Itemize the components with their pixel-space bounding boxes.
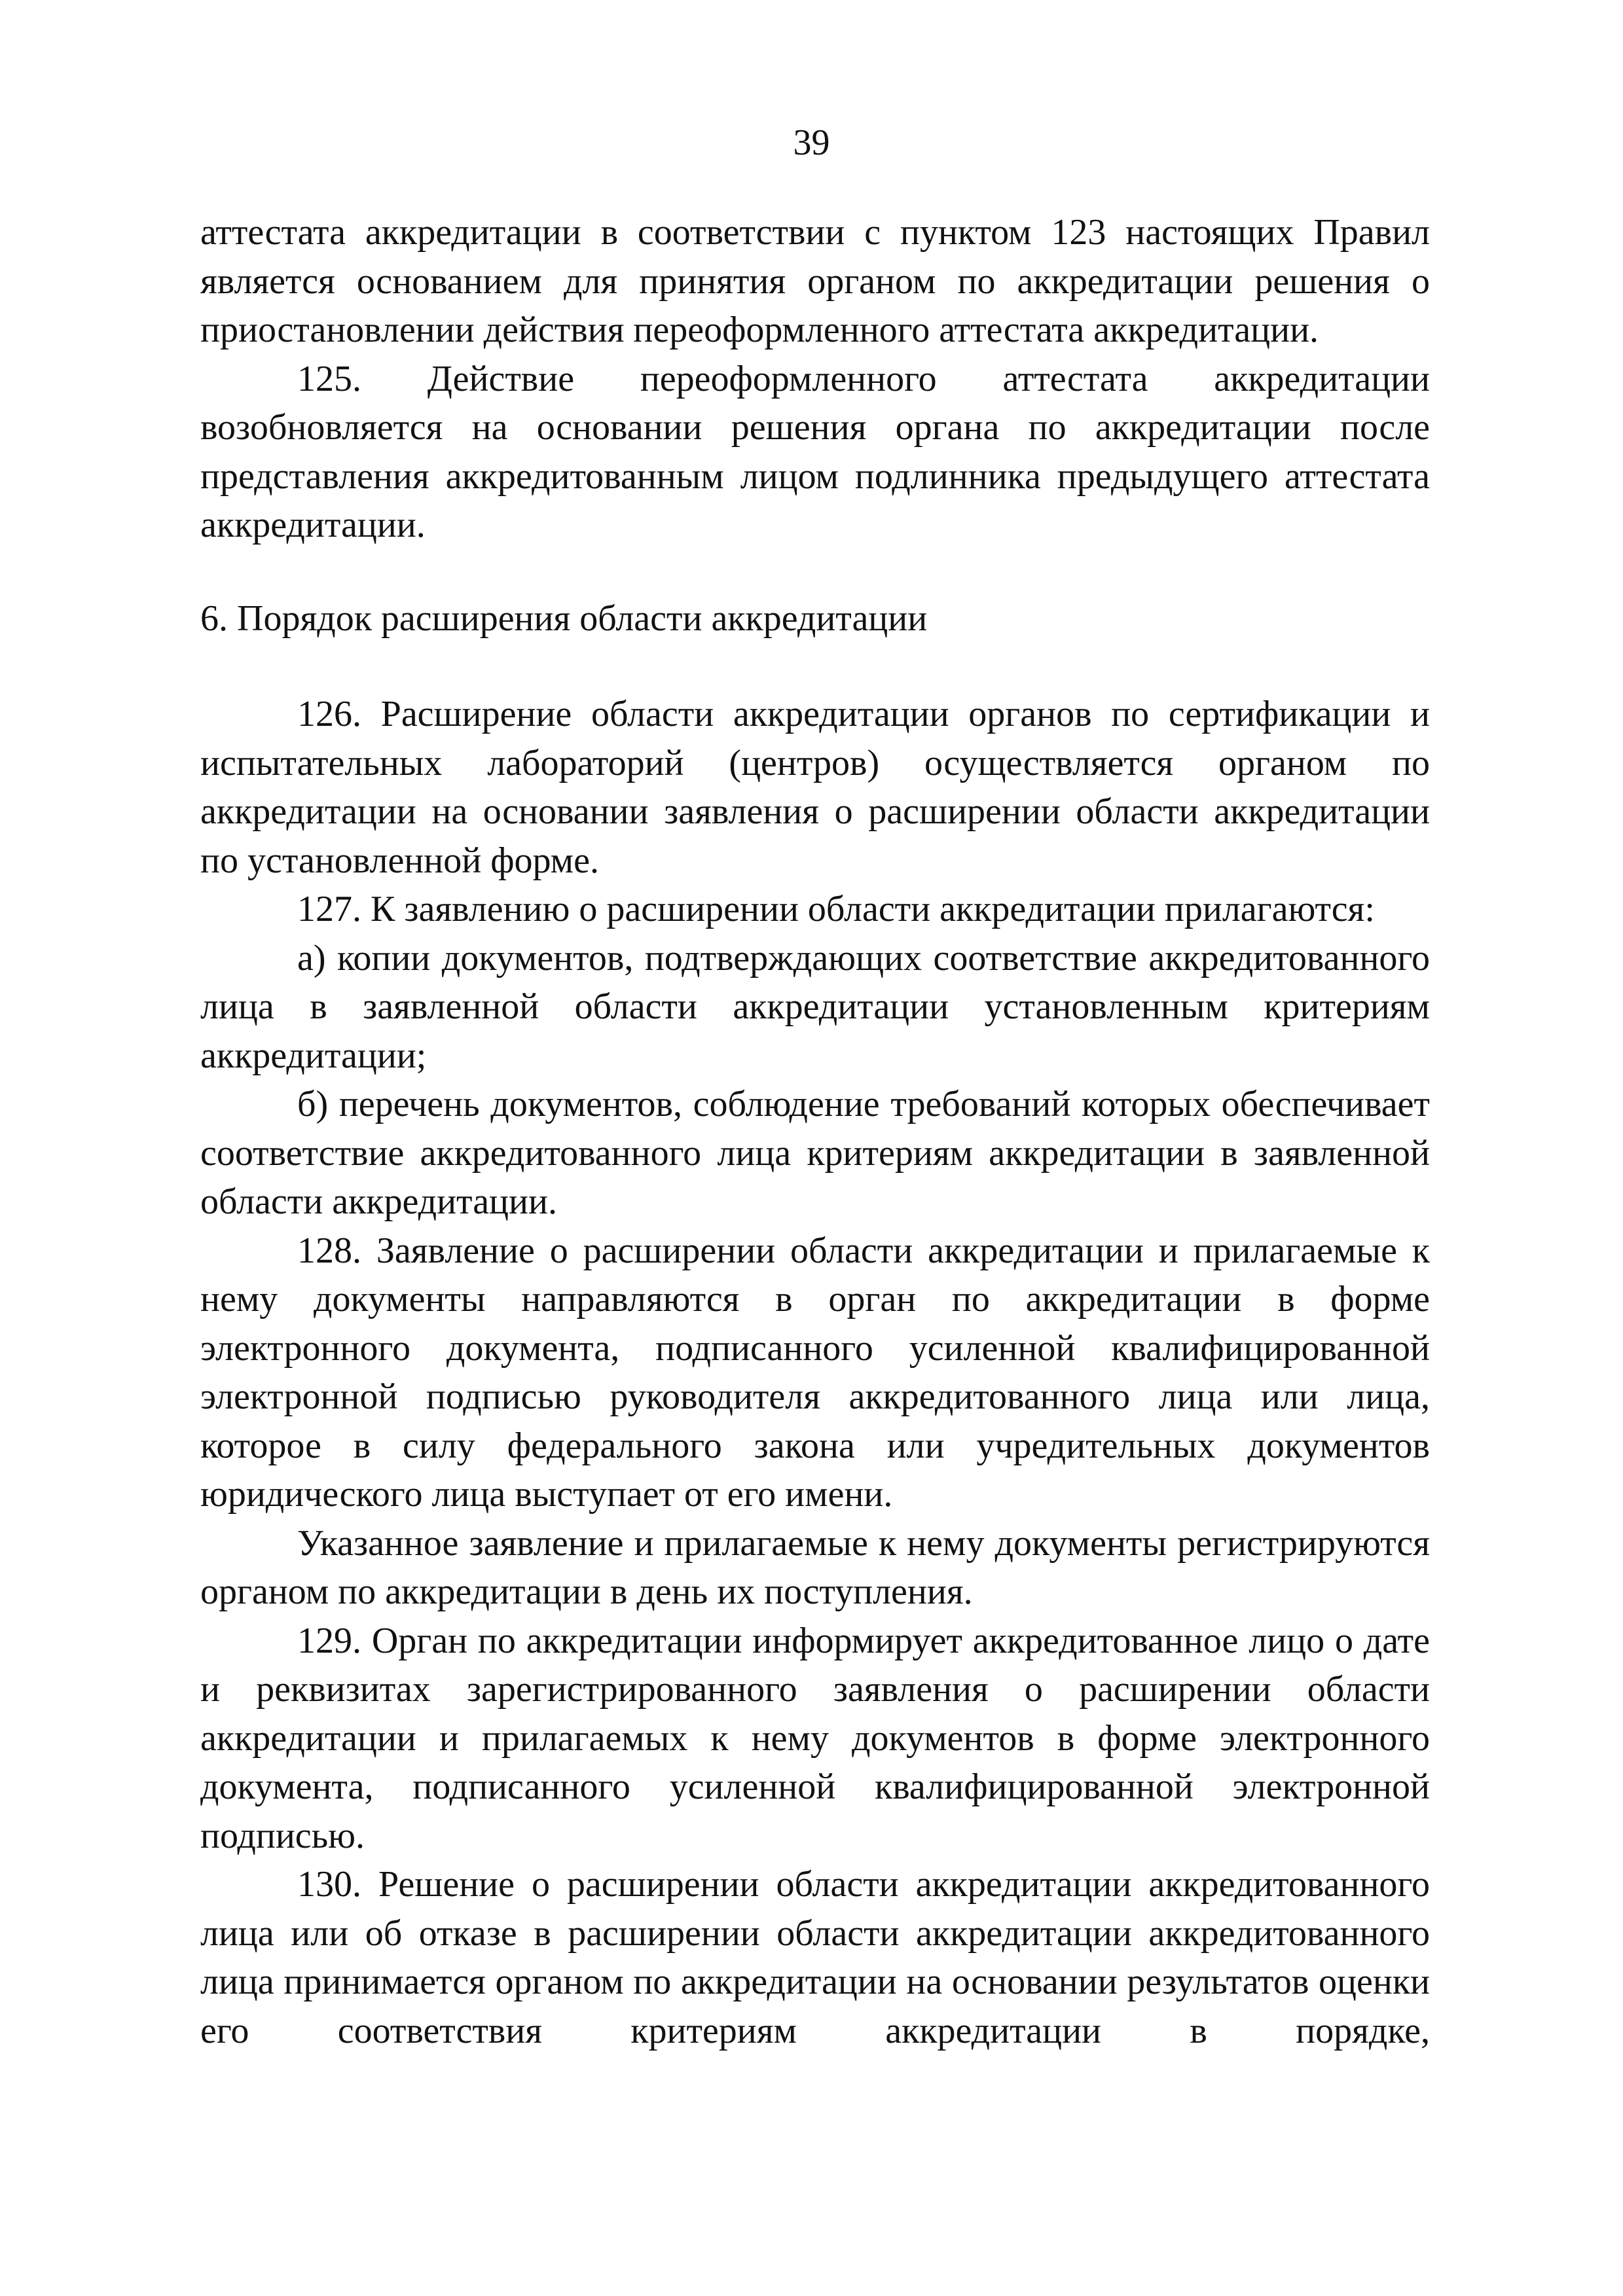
list-item-b: б) перечень документов, соблюдение требований которых обеспечивает соответствие аккредитованного лица критериям аккредитации в заявленной области аккредитации. bbox=[200, 1084, 1430, 1222]
document-body bbox=[200, 208, 1430, 2055]
section-heading: 6. Порядок расширения области аккредитации bbox=[200, 598, 928, 639]
paragraph-128: 128. Заявление о расширении области аккредитации и прилагаемые к нему документы направляются в орган по аккредитации в форме электронного документа, подписанного усиленной квалифицированной электронной подписью руководителя аккредитованного лица или лица, которое в силу федерального закона или учредительных документов юридического лица выступает от его имени. bbox=[200, 1230, 1430, 1515]
paragraph-130: 130. Решение о расширении области аккредитации аккредитованного лица или об отказе в расширении области аккредитации аккредитованного лица принимается органом по аккредитации на основании результатов оценки его соответствия критериям аккредитации в порядке, bbox=[200, 1864, 1430, 2051]
paragraph-continuation: аттестата аккредитации в соответствии с пунктом 123 настоящих Правил является основанием для принятия органом по аккредитации решения о приостановлении действия переоформленного аттестата аккредитации. bbox=[200, 212, 1430, 350]
paragraph-129: 129. Орган по аккредитации информирует аккредитованное лицо о дате и реквизитах зарегистрированного заявления о расширении области аккредитации и прилагаемых к нему документов в форме электронного документа, подписанного усиленной квалифицированной электронной подписью. bbox=[200, 1620, 1430, 1856]
paragraph-125: 125. Действие переоформленного аттестата аккредитации возобновляется на основании решения органа по аккредитации после представления аккредитованным лицом подлинника предыдущего аттестата аккредитации. bbox=[200, 358, 1430, 545]
page-number: 39 bbox=[793, 122, 830, 163]
paragraph-128-continued: Указанное заявление и прилагаемые к нему документы регистрируются органом по аккредитации в день их поступления. bbox=[200, 1522, 1430, 1612]
paragraph-126: 126. Расширение области аккредитации органов по сертификации и испытательных лабораторий (центров) осуществляется органом по аккредитации на основании заявления о расширении области аккредитации по установленной форме. bbox=[200, 694, 1430, 881]
paragraph-127: 127. К заявлению о расширении области аккредитации прилагаются: bbox=[297, 889, 1375, 929]
list-item-a: а) копии документов, подтверждающих соответствие аккредитованного лица в заявленной области аккредитации установленным критериям аккредитации; bbox=[200, 937, 1430, 1076]
